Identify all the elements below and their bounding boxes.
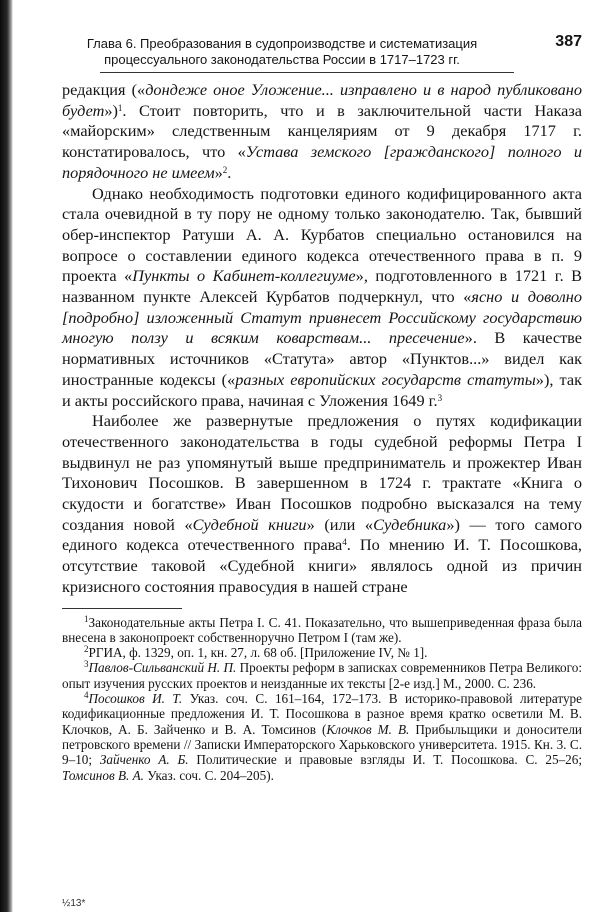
footnote-4 [62,691,582,783]
book-spine-shadow [0,0,13,912]
footnote-ref: 2 [222,164,228,175]
quote-italic: Судебной книги [192,514,307,534]
text-run: ») [104,100,118,120]
running-title-line-2: процессуального законодательства России в 1717–1723 гг. [104,52,460,67]
text-run: »), так и акты российского права, начиная с Уложения 1649 г. [62,369,583,410]
printer-signature-mark: ½13* [62,898,86,909]
page-number: 387 [555,33,582,50]
footnote-1 [62,615,582,646]
header-rule [100,72,514,73]
quote-italic: Пункты о Кабинет-коллегиуме [132,266,356,286]
book-page [62,33,583,783]
main-text [62,80,582,598]
footnote-number: 3 [84,659,89,670]
author-italic: Томсинов В. А. [62,767,144,783]
footnote-3 [62,660,582,691]
text-run: . [227,162,232,182]
paragraph-3 [62,411,582,597]
running-title-line-1: Глава 6. Преобразования в судопроизводстве и систематизация [86,36,478,51]
text-run: », подготовленного в 1721 г. В названном пункте Алексей Курбатов подчеркнул, что « [62,266,582,307]
text-run: РГИА, ф. 1329, оп. 1, кн. 27, л. 68 об. [Приложение IV, № 1]. [88,645,428,661]
text-run: Наиболее же развернутые предложения о путях кодификации отечественного законодательства в годы судебной реформы Петра I выдвинул не раз упомянутый выше предприниматель и прожектер Иван Тихонович Посошков. В завершенном в 1724 г. трактате «Книга о скудости и богатстве» Иван Посошков подробно высказался на тему создания новой « [62,411,582,534]
text-run: Однако необходимость подготовки единого кодифицированного акта стала очевидной в ту пору не одному только законодателю. Так, бывший обер-инспектор Ратуши А. А. Курбатов специально остановился на вопросе о составлении единого кодекса отечественного права в п. 9 проекта « [62,183,582,286]
author-italic: Посошков И. Т. [88,691,183,707]
running-header [62,33,582,74]
footnote-2 [62,645,582,660]
footnote-ref: 1 [117,102,123,113]
text-run: Законодательные акты Петра I. С. 41. Показательно, что вышеприведенная фраза была внесена в законопроект собственноручно Петром I (там же). [62,614,582,645]
text-run: редакция (« [62,80,146,99]
text-run: ») — того самого единого кодекса отечественного права [62,514,582,555]
author-italic: Зайченко А. Б. [99,752,189,768]
footnotes [62,615,582,783]
author-italic: Павлов-Сильванский Н. П. [88,660,237,676]
quote-italic: ясно и доволно [подробно] изложенный Статут привнесет Российскому государствию многую ползу и всяким коварствам... пресечение [62,287,583,348]
footnote-ref: 4 [342,537,347,548]
author-italic: Клочков М. В. [326,721,410,737]
text-run: . По мнению И. Т. Посошкова, отсутствие таковой «Судебной книги» являлось одной из причин кризисного состояния правосудия в нашей стране [62,535,582,596]
text-run: Политические и правовые взгляды И. Т. Посошкова. С. 25–26; [188,752,583,768]
footnote-number: 4 [84,690,89,701]
footnote-number: 1 [84,613,89,624]
footnote-separator [62,608,182,609]
text-run: Указ. соч. С. 204–205). [143,767,274,783]
footnote-number: 2 [84,644,89,655]
running-title [62,36,502,68]
quote-italic: Устава земского [гражданского] полного и порядочного не имеем [62,142,582,182]
footnote-ref: 3 [437,392,443,403]
text-run: Прибыльщики и доносители петровского времени // Записки Императорского Харьковского университета. 1915. Кн. 3. С. 9–10; [62,721,582,768]
text-run: Проекты реформ в записках современников Петра Великого: опыт изучения русских проектов и неизданные их тексты [2-е изд.] М., 2000. С. 236. [62,660,582,691]
text-run: . Стоит повторить, что и в заключительной части Наказа «майорским» следственным канцеляриям от 9 декабря 1717 г. констатировалось, что « [62,100,582,162]
quote-italic: дондеже оное Уложение... изправлено и в народ публиковано будет [62,80,582,120]
text-run: » [214,162,223,182]
text-run: » (или « [306,514,374,534]
quote-italic: Судебника [373,514,447,534]
quote-italic: разных европийских государств статуты [235,369,536,389]
text-run: Указ. соч. С. 161–164, 172–173. В историко-правовой литературе кодификационные предложения И. Т. Посошкова в разное время кратко осветили М. В. Клочков, А. Б. Зайченко и В. А. Томсинов ( [62,691,582,737]
paragraph-2 [62,184,582,412]
text-run: ». В качестве нормативных источников «Статута» автор «Пунктов...» видел как иностранные кодексы (« [62,328,583,389]
paragraph-1 [62,80,582,184]
